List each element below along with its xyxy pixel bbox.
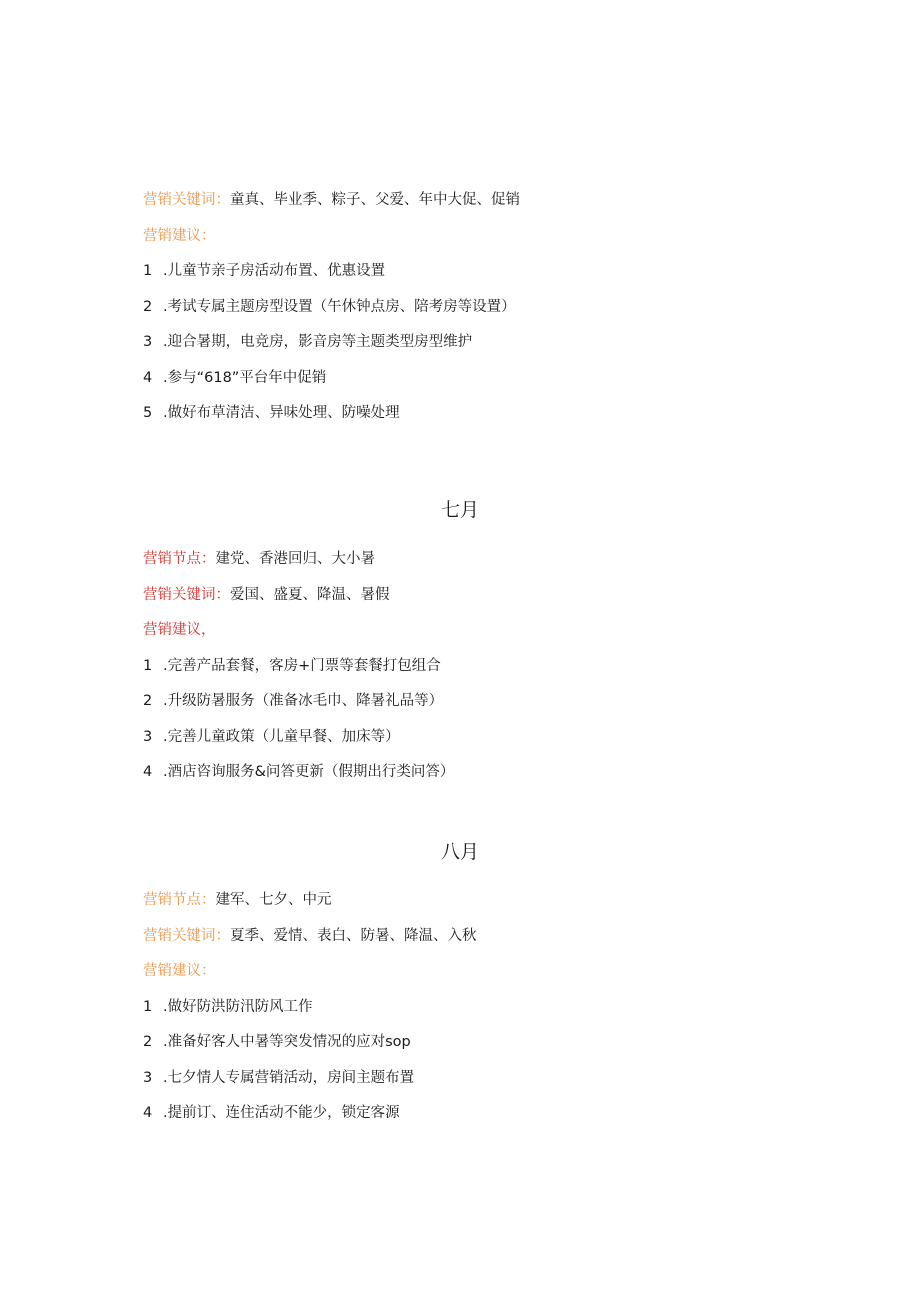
item-text: .做好布草清洁、异味处理、防噪处理 — [163, 405, 400, 421]
item-number: 1 — [143, 658, 153, 674]
keywords-label: 营销关键词： — [143, 928, 230, 944]
item-text: .做好防洪防汛防风工作 — [163, 999, 313, 1015]
august-keywords-line — [143, 926, 477, 946]
july-advice-item-1 — [143, 656, 441, 676]
keywords-label: 营销关键词： — [143, 587, 230, 603]
item-text: .七夕情人专属营销活动，房间主题布置 — [163, 1070, 415, 1086]
august-advice-item-3 — [143, 1068, 414, 1088]
keywords-value: 爱国、盛夏、降温、暑假 — [230, 587, 390, 603]
nodes-value: 建党、香港回归、大小暑 — [215, 551, 375, 567]
keywords-label: 营销关键词： — [143, 192, 230, 208]
item-number: 3 — [143, 334, 153, 350]
july-keywords-line — [143, 585, 390, 605]
item-text: .参与“618”平台年中促销 — [163, 370, 327, 386]
august-title: 八月 — [440, 841, 479, 863]
item-text: .完善儿童政策（儿童早餐、加床等） — [163, 729, 400, 745]
keywords-value: 童真、毕业季、粽子、父爱、年中大促、促销 — [230, 192, 520, 208]
june-advice-item-2 — [143, 297, 516, 317]
june-advice-label: 营销建议： — [143, 228, 216, 244]
item-text: .考试专属主题房型设置（午休钟点房、陪考房等设置） — [163, 299, 516, 315]
item-number: 5 — [143, 405, 153, 421]
july-nodes-line — [143, 549, 375, 569]
june-advice-item-4 — [143, 368, 326, 388]
item-text: .儿童节亲子房活动布置、优惠设置 — [163, 263, 386, 279]
item-text: .升级防暑服务（准备冰毛巾、降暑礼品等） — [163, 693, 444, 709]
item-text: .提前订、连住活动不能少，锁定客源 — [163, 1105, 400, 1121]
july-title: 七月 — [440, 499, 479, 521]
august-advice-item-1 — [143, 997, 313, 1017]
august-advice-item-4 — [143, 1103, 400, 1123]
august-nodes-line — [143, 890, 332, 910]
item-text: .酒店咨询服务&问答更新（假期出行类问答） — [163, 764, 455, 780]
june-advice-item-3 — [143, 332, 472, 352]
june-keywords-line — [143, 190, 520, 210]
july-advice-item-3 — [143, 727, 400, 747]
july-advice-item-4 — [143, 762, 454, 782]
item-number: 4 — [143, 764, 153, 780]
item-text: .完善产品套餐，客房+门票等套餐打包组合 — [163, 658, 441, 674]
august-advice-label: 营销建议： — [143, 963, 216, 979]
item-number: 4 — [143, 1105, 153, 1121]
item-number: 2 — [143, 693, 153, 709]
item-number: 2 — [143, 1034, 153, 1050]
nodes-label: 营销节点： — [143, 892, 216, 908]
july-advice-label: 营销建议， — [143, 622, 216, 638]
item-number: 1 — [143, 263, 153, 279]
item-number: 2 — [143, 299, 153, 315]
june-advice-item-5 — [143, 403, 400, 423]
july-advice-item-2 — [143, 691, 443, 711]
item-number: 1 — [143, 999, 153, 1015]
item-text: .迎合暑期，电竞房，影音房等主题类型房型维护 — [163, 334, 473, 350]
august-advice-item-2 — [143, 1032, 411, 1052]
item-number: 3 — [143, 1070, 153, 1086]
june-advice-item-1 — [143, 261, 385, 281]
nodes-value: 建军、七夕、中元 — [215, 892, 332, 908]
keywords-value: 夏季、爱情、表白、防暑、降温、入秋 — [230, 928, 477, 944]
nodes-label: 营销节点： — [143, 551, 216, 567]
item-text: .准备好客人中暑等突发情况的应对sop — [163, 1034, 411, 1050]
item-number: 4 — [143, 370, 153, 386]
item-number: 3 — [143, 729, 153, 745]
